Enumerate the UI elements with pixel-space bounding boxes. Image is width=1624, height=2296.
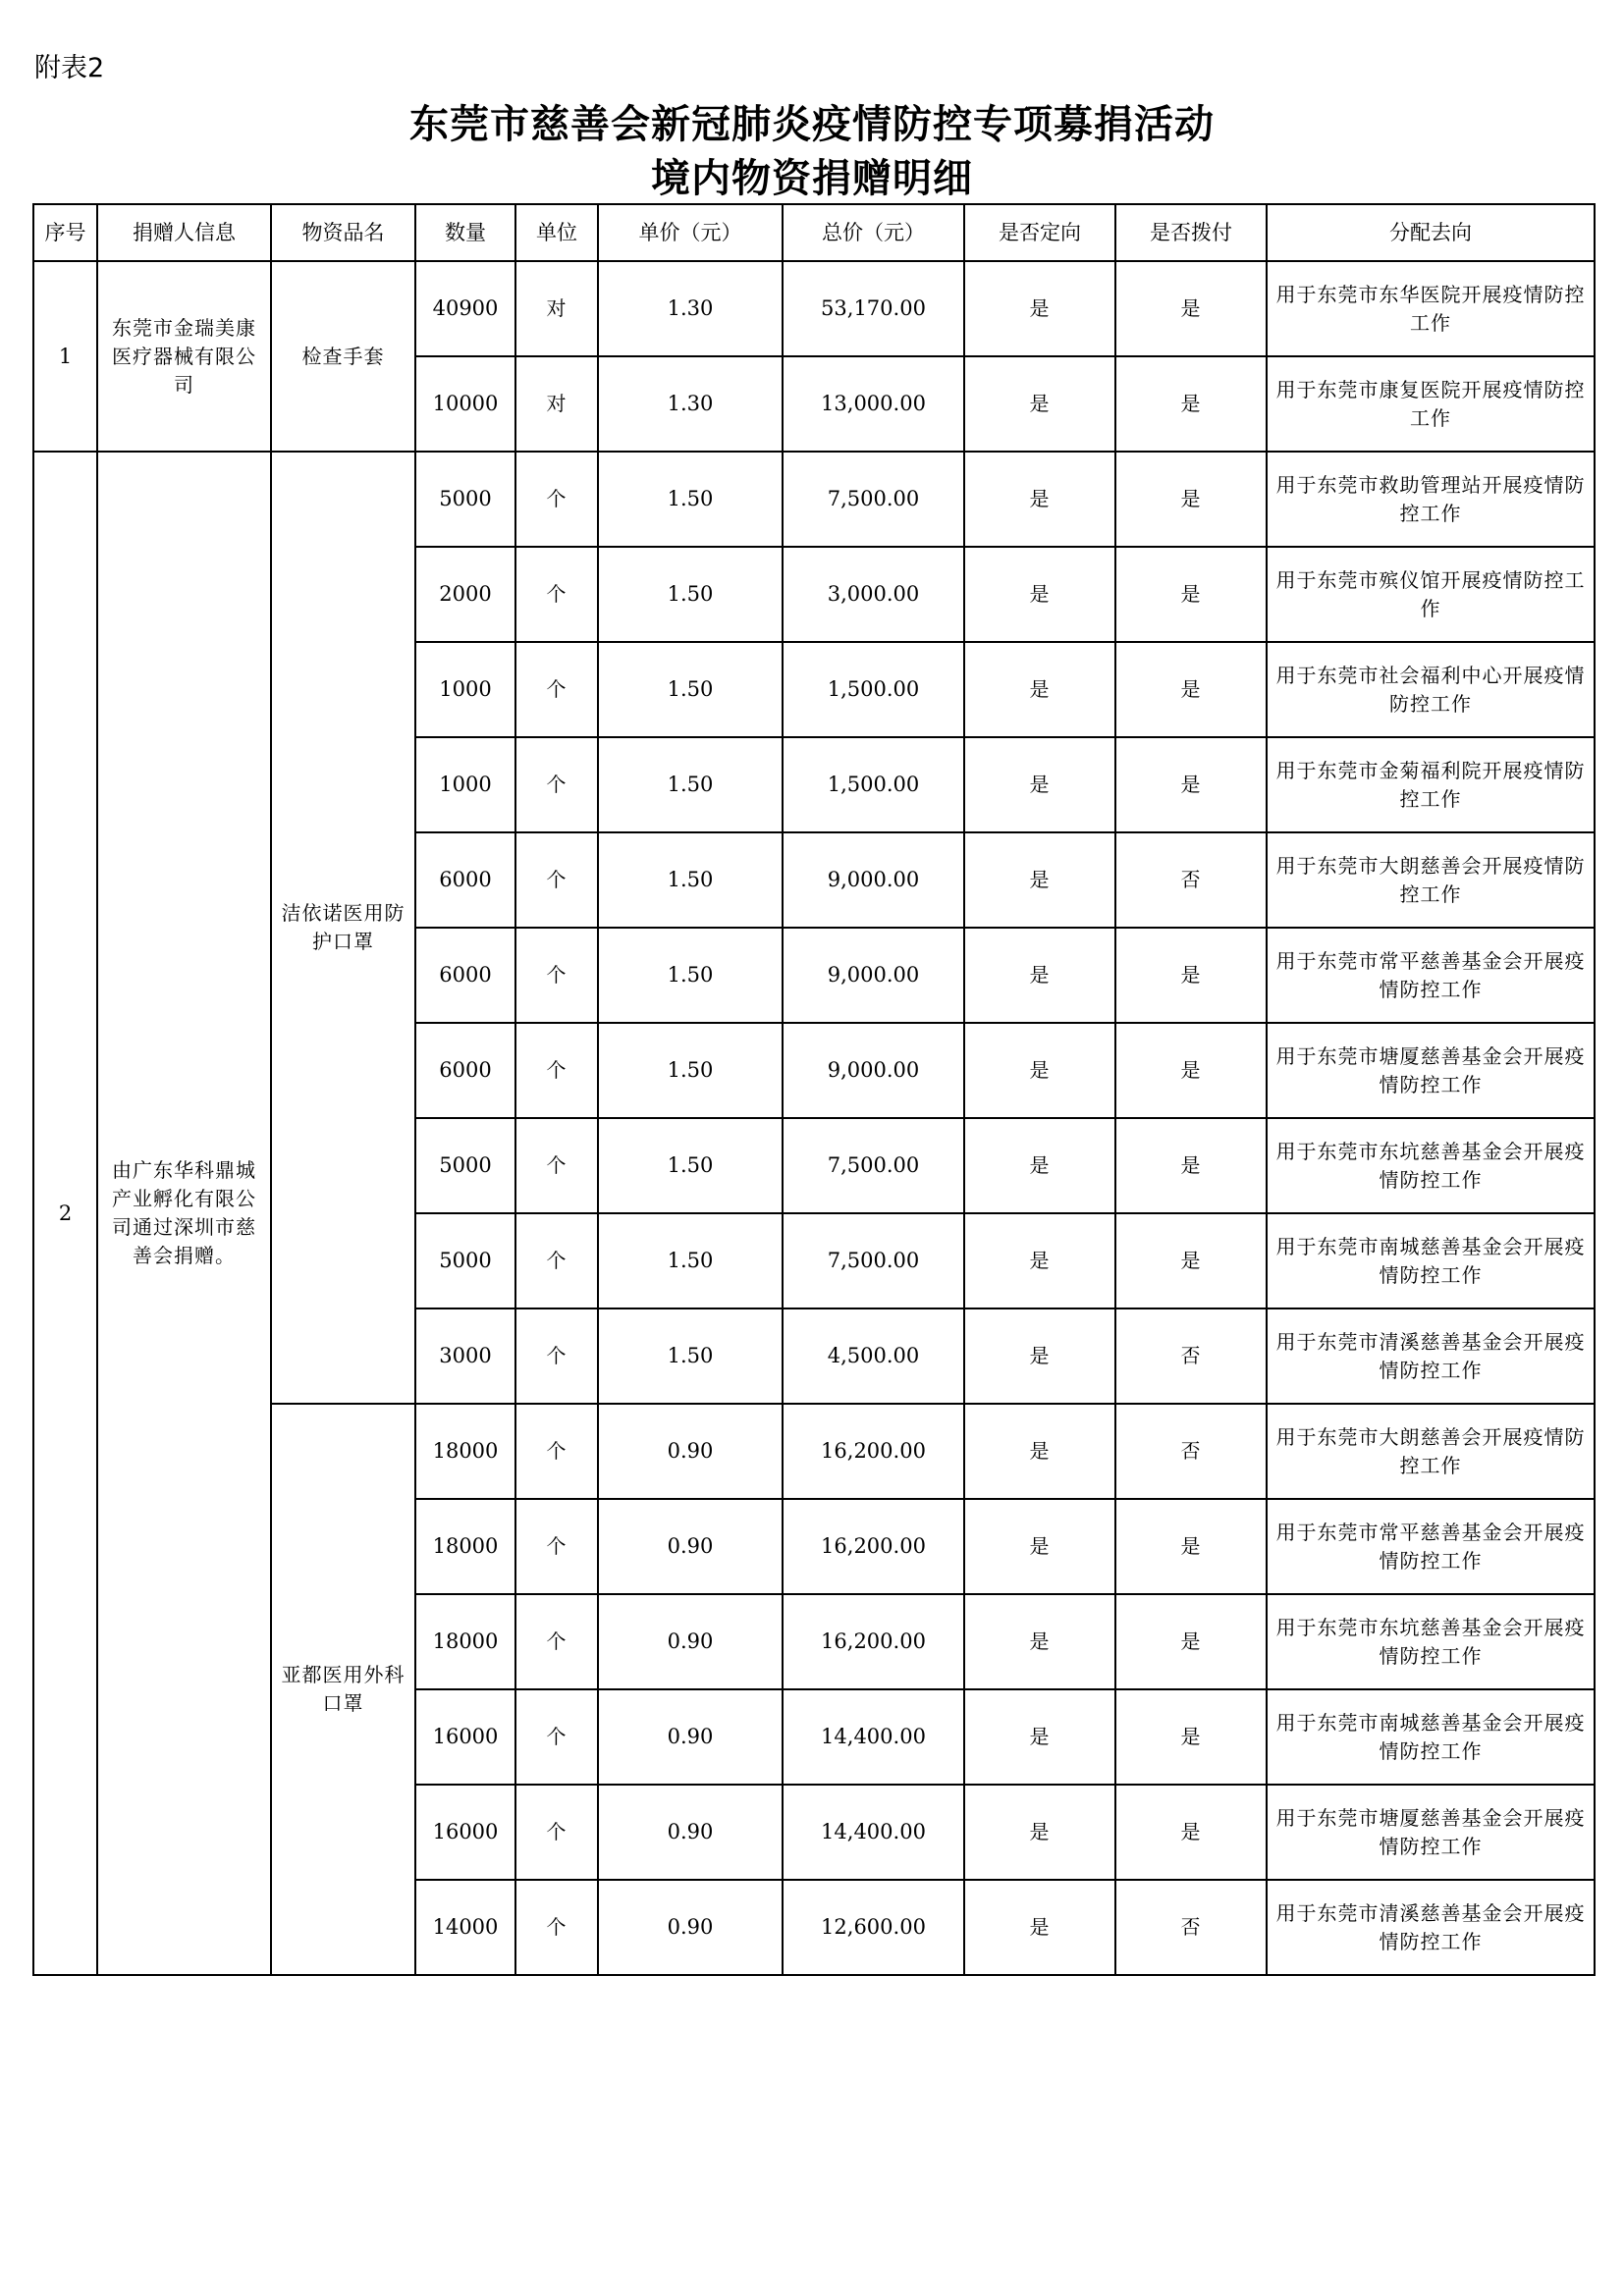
total-price-cell: 9,000.00	[783, 832, 964, 928]
quantity-cell: 5000	[415, 452, 515, 547]
table-row	[33, 452, 1595, 547]
quantity-cell: 6000	[415, 832, 515, 928]
paid-cell: 是	[1115, 1594, 1267, 1689]
paid-cell: 否	[1115, 1308, 1267, 1404]
directed-cell: 是	[964, 1308, 1115, 1404]
total-price-cell: 16,200.00	[783, 1404, 964, 1499]
total-price-cell: 53,170.00	[783, 261, 964, 356]
quantity-cell: 6000	[415, 928, 515, 1023]
unit-price-cell: 1.30	[598, 356, 783, 452]
destination-cell: 用于东莞市社会福利中心开展疫情防控工作	[1267, 642, 1595, 737]
destination-cell: 用于东莞市康复医院开展疫情防控工作	[1267, 356, 1595, 452]
material-cell: 检查手套	[271, 261, 415, 452]
quantity-cell: 18000	[415, 1404, 515, 1499]
quantity-cell: 1000	[415, 737, 515, 832]
header-total-price: 总价（元）	[783, 204, 964, 261]
paid-cell: 是	[1115, 1785, 1267, 1880]
total-price-cell: 9,000.00	[783, 928, 964, 1023]
paid-cell: 否	[1115, 1404, 1267, 1499]
directed-cell: 是	[964, 1213, 1115, 1308]
quantity-cell: 16000	[415, 1785, 515, 1880]
material-cell: 亚都医用外科口罩	[271, 1404, 415, 1975]
unit-cell: 个	[515, 1880, 598, 1975]
destination-cell: 用于东莞市殡仪馆开展疫情防控工作	[1267, 547, 1595, 642]
header-donor: 捐赠人信息	[97, 204, 271, 261]
paid-cell: 是	[1115, 356, 1267, 452]
unit-price-cell: 0.90	[598, 1594, 783, 1689]
unit-price-cell: 1.50	[598, 1023, 783, 1118]
destination-cell: 用于东莞市大朗慈善会开展疫情防控工作	[1267, 1404, 1595, 1499]
quantity-cell: 5000	[415, 1118, 515, 1213]
total-price-cell: 14,400.00	[783, 1689, 964, 1785]
total-price-cell: 7,500.00	[783, 1213, 964, 1308]
directed-cell: 是	[964, 928, 1115, 1023]
total-price-cell: 16,200.00	[783, 1594, 964, 1689]
annex-label: 附表2	[34, 53, 105, 83]
quantity-cell: 40900	[415, 261, 515, 356]
header-material: 物资品名	[271, 204, 415, 261]
unit-cell: 个	[515, 1213, 598, 1308]
unit-cell: 个	[515, 1118, 598, 1213]
unit-cell: 个	[515, 1689, 598, 1785]
unit-cell: 个	[515, 832, 598, 928]
destination-cell: 用于东莞市南城慈善基金会开展疫情防控工作	[1267, 1689, 1595, 1785]
header-paid: 是否拨付	[1115, 204, 1267, 261]
paid-cell: 是	[1115, 547, 1267, 642]
unit-price-cell: 1.50	[598, 547, 783, 642]
total-price-cell: 3,000.00	[783, 547, 964, 642]
header-unit: 单位	[515, 204, 598, 261]
destination-cell: 用于东莞市塘厦慈善基金会开展疫情防控工作	[1267, 1785, 1595, 1880]
unit-price-cell: 1.50	[598, 1118, 783, 1213]
quantity-cell: 5000	[415, 1213, 515, 1308]
unit-price-cell: 1.50	[598, 928, 783, 1023]
unit-cell: 个	[515, 1308, 598, 1404]
directed-cell: 是	[964, 1023, 1115, 1118]
directed-cell: 是	[964, 1880, 1115, 1975]
directed-cell: 是	[964, 1118, 1115, 1213]
paid-cell: 是	[1115, 737, 1267, 832]
destination-cell: 用于东莞市清溪慈善基金会开展疫情防控工作	[1267, 1308, 1595, 1404]
header-quantity: 数量	[415, 204, 515, 261]
header-row	[33, 204, 1595, 261]
total-price-cell: 7,500.00	[783, 1118, 964, 1213]
total-price-cell: 4,500.00	[783, 1308, 964, 1404]
unit-price-cell: 0.90	[598, 1689, 783, 1785]
destination-cell: 用于东莞市南城慈善基金会开展疫情防控工作	[1267, 1213, 1595, 1308]
unit-price-cell: 1.50	[598, 832, 783, 928]
destination-cell: 用于东莞市东坑慈善基金会开展疫情防控工作	[1267, 1118, 1595, 1213]
directed-cell: 是	[964, 1594, 1115, 1689]
directed-cell: 是	[964, 1404, 1115, 1499]
paid-cell: 是	[1115, 452, 1267, 547]
paid-cell: 是	[1115, 1023, 1267, 1118]
unit-cell: 个	[515, 1023, 598, 1118]
total-price-cell: 9,000.00	[783, 1023, 964, 1118]
directed-cell: 是	[964, 1689, 1115, 1785]
destination-cell: 用于东莞市救助管理站开展疫情防控工作	[1267, 452, 1595, 547]
directed-cell: 是	[964, 1499, 1115, 1594]
quantity-cell: 14000	[415, 1880, 515, 1975]
unit-price-cell: 1.50	[598, 1213, 783, 1308]
directed-cell: 是	[964, 642, 1115, 737]
header-unit-price: 单价（元）	[598, 204, 783, 261]
destination-cell: 用于东莞市常平慈善基金会开展疫情防控工作	[1267, 1499, 1595, 1594]
unit-cell: 个	[515, 1594, 598, 1689]
unit-cell: 个	[515, 1404, 598, 1499]
destination-cell: 用于东莞市常平慈善基金会开展疫情防控工作	[1267, 928, 1595, 1023]
unit-cell: 个	[515, 737, 598, 832]
quantity-cell: 3000	[415, 1308, 515, 1404]
unit-price-cell: 0.90	[598, 1785, 783, 1880]
destination-cell: 用于东莞市塘厦慈善基金会开展疫情防控工作	[1267, 1023, 1595, 1118]
destination-cell: 用于东莞市清溪慈善基金会开展疫情防控工作	[1267, 1880, 1595, 1975]
unit-price-cell: 1.30	[598, 261, 783, 356]
header-destination: 分配去向	[1267, 204, 1595, 261]
header-index: 序号	[33, 204, 97, 261]
quantity-cell: 18000	[415, 1499, 515, 1594]
directed-cell: 是	[964, 737, 1115, 832]
total-price-cell: 1,500.00	[783, 737, 964, 832]
index-cell: 1	[33, 261, 97, 452]
index-cell: 2	[33, 452, 97, 1975]
page-subtitle: 境内物资捐赠明细	[651, 156, 973, 201]
destination-cell: 用于东莞市金菊福利院开展疫情防控工作	[1267, 737, 1595, 832]
directed-cell: 是	[964, 832, 1115, 928]
total-price-cell: 14,400.00	[783, 1785, 964, 1880]
paid-cell: 是	[1115, 1499, 1267, 1594]
unit-price-cell: 0.90	[598, 1404, 783, 1499]
paid-cell: 是	[1115, 1213, 1267, 1308]
unit-cell: 个	[515, 452, 598, 547]
total-price-cell: 7,500.00	[783, 452, 964, 547]
unit-cell: 对	[515, 356, 598, 452]
quantity-cell: 1000	[415, 642, 515, 737]
quantity-cell: 16000	[415, 1689, 515, 1785]
directed-cell: 是	[964, 547, 1115, 642]
directed-cell: 是	[964, 1785, 1115, 1880]
unit-price-cell: 1.50	[598, 1308, 783, 1404]
quantity-cell: 6000	[415, 1023, 515, 1118]
quantity-cell: 10000	[415, 356, 515, 452]
unit-cell: 个	[515, 928, 598, 1023]
paid-cell: 是	[1115, 642, 1267, 737]
directed-cell: 是	[964, 261, 1115, 356]
unit-price-cell: 0.90	[598, 1880, 783, 1975]
total-price-cell: 1,500.00	[783, 642, 964, 737]
table-body	[33, 261, 1595, 1975]
quantity-cell: 18000	[415, 1594, 515, 1689]
paid-cell: 是	[1115, 928, 1267, 1023]
paid-cell: 是	[1115, 1689, 1267, 1785]
paid-cell: 否	[1115, 1880, 1267, 1975]
header-directed: 是否定向	[964, 204, 1115, 261]
page-title: 东莞市慈善会新冠肺炎疫情防控专项募捐活动	[409, 102, 1215, 147]
total-price-cell: 12,600.00	[783, 1880, 964, 1975]
directed-cell: 是	[964, 356, 1115, 452]
unit-price-cell: 1.50	[598, 452, 783, 547]
total-price-cell: 13,000.00	[783, 356, 964, 452]
unit-price-cell: 1.50	[598, 737, 783, 832]
quantity-cell: 2000	[415, 547, 515, 642]
donor-cell: 东莞市金瑞美康医疗器械有限公司	[97, 261, 271, 452]
donor-cell: 由广东华科鼎城产业孵化有限公司通过深圳市慈善会捐赠。	[97, 452, 271, 1975]
paid-cell: 否	[1115, 832, 1267, 928]
total-price-cell: 16,200.00	[783, 1499, 964, 1594]
table-row	[33, 261, 1595, 356]
unit-price-cell: 0.90	[598, 1499, 783, 1594]
paid-cell: 是	[1115, 1118, 1267, 1213]
unit-cell: 个	[515, 547, 598, 642]
unit-cell: 个	[515, 1785, 598, 1880]
unit-cell: 个	[515, 642, 598, 737]
destination-cell: 用于东莞市东华医院开展疫情防控工作	[1267, 261, 1595, 356]
unit-cell: 个	[515, 1499, 598, 1594]
unit-price-cell: 1.50	[598, 642, 783, 737]
directed-cell: 是	[964, 452, 1115, 547]
material-cell: 洁依诺医用防护口罩	[271, 452, 415, 1404]
destination-cell: 用于东莞市东坑慈善基金会开展疫情防控工作	[1267, 1594, 1595, 1689]
unit-cell: 对	[515, 261, 598, 356]
paid-cell: 是	[1115, 261, 1267, 356]
donation-table	[32, 203, 1596, 1976]
destination-cell: 用于东莞市大朗慈善会开展疫情防控工作	[1267, 832, 1595, 928]
